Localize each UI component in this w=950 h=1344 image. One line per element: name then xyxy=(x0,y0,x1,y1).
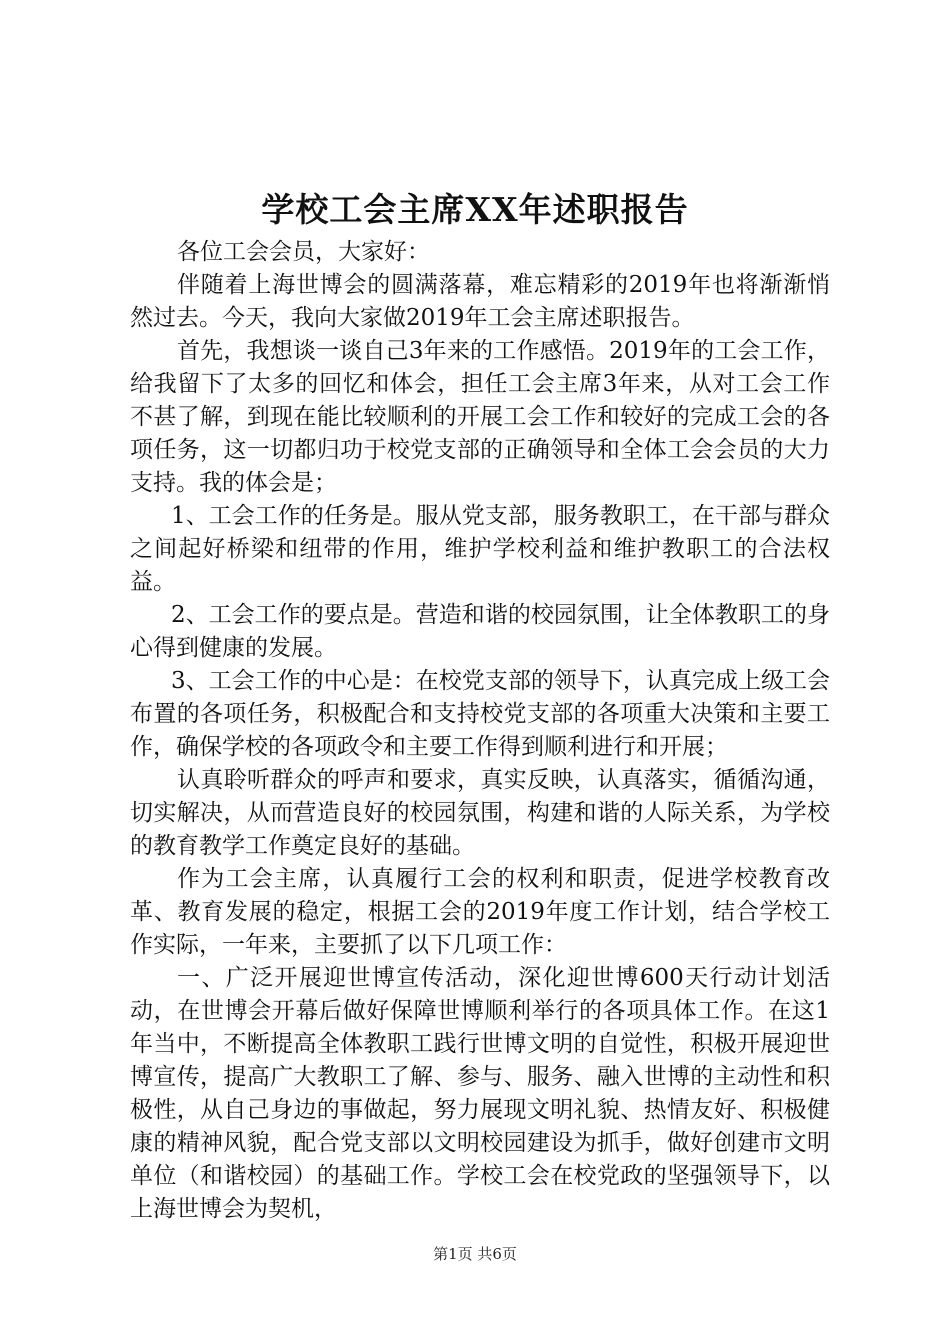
paragraph-listening: 认真聆听群众的呼声和要求，真实反映，认真落实，循循沟通，切实解决，从而营造良好的校园氛围，构建和谐的人际关系，为学校的教育教学工作奠定良好的基础。 xyxy=(130,767,830,859)
paragraph-point-2: 2、工会工作的要点是。营造和谐的校园氛围，让全体教职工的身心得到健康的发展。 xyxy=(130,602,830,661)
paragraph-point-3: 3、工会工作的中心是：在校党支部的领导下，认真完成上级工会布置的各项任务，积极配合和支持校党支部的各项重大决策和主要工作，确保学校的各项政令和主要工作得到顺利进行和开展； xyxy=(130,668,830,760)
paragraph-intro: 伴随着上海世博会的圆满落幕，难忘精彩的2019年也将渐渐悄然过去。今天，我向大家做2019年工会主席述职报告。 xyxy=(130,272,830,331)
paragraph-point-1: 1、工会工作的任务是。服从党支部，服务教职工，在干部与群众之间起好桥梁和纽带的作用，维护学校利益和维护教职工的合法权益。 xyxy=(130,503,830,595)
paragraph-role: 作为工会主席，认真履行工会的权利和职责，促进学校教育改革、教育发展的稳定，根据工会的2019年度工作计划，结合学校工作实际，一年来，主要抓了以下几项工作： xyxy=(130,866,830,958)
paragraph-section-1: 一、广泛开展迎世博宣传活动，深化迎世博600天行动计划活动，在世博会开幕后做好保障世博顺利举行的各项具体工作。在这1年当中，不断提高全体教职工践行世博文明的自觉性，积极开展迎世博宣传，提高广大教职工了解、参与、服务、融入世博的主动性和积极性，从自己身边的事做起，努力展现文明礼貌、热情友好、积极健康的精神风貌，配合党支部以文明校园建设为抓手，做好创建市文明单位（和谐校园）的基础工作。学校工会在校党政的坚强领导下，以上海世博会为契机， xyxy=(130,965,830,1222)
document-body xyxy=(130,236,830,1226)
paragraph-greeting: 各位工会会员，大家好： xyxy=(177,239,430,265)
document-title: 学校工会主席XX年述职报告 xyxy=(261,190,689,229)
paragraph-reflection: 首先，我想谈一谈自己3年来的工作感悟。2019年的工会工作，给我留下了太多的回忆和体会，担任工会主席3年来，从对工会工作不甚了解，到现在能比较顺利的开展工会工作和较好的完成工会的各项任务，这一切都归功于校党支部的正确领导和全体工会会员的大力支持。我的体会是； xyxy=(130,338,830,496)
page-number-footer: 第1页 共6页 xyxy=(433,1245,517,1263)
